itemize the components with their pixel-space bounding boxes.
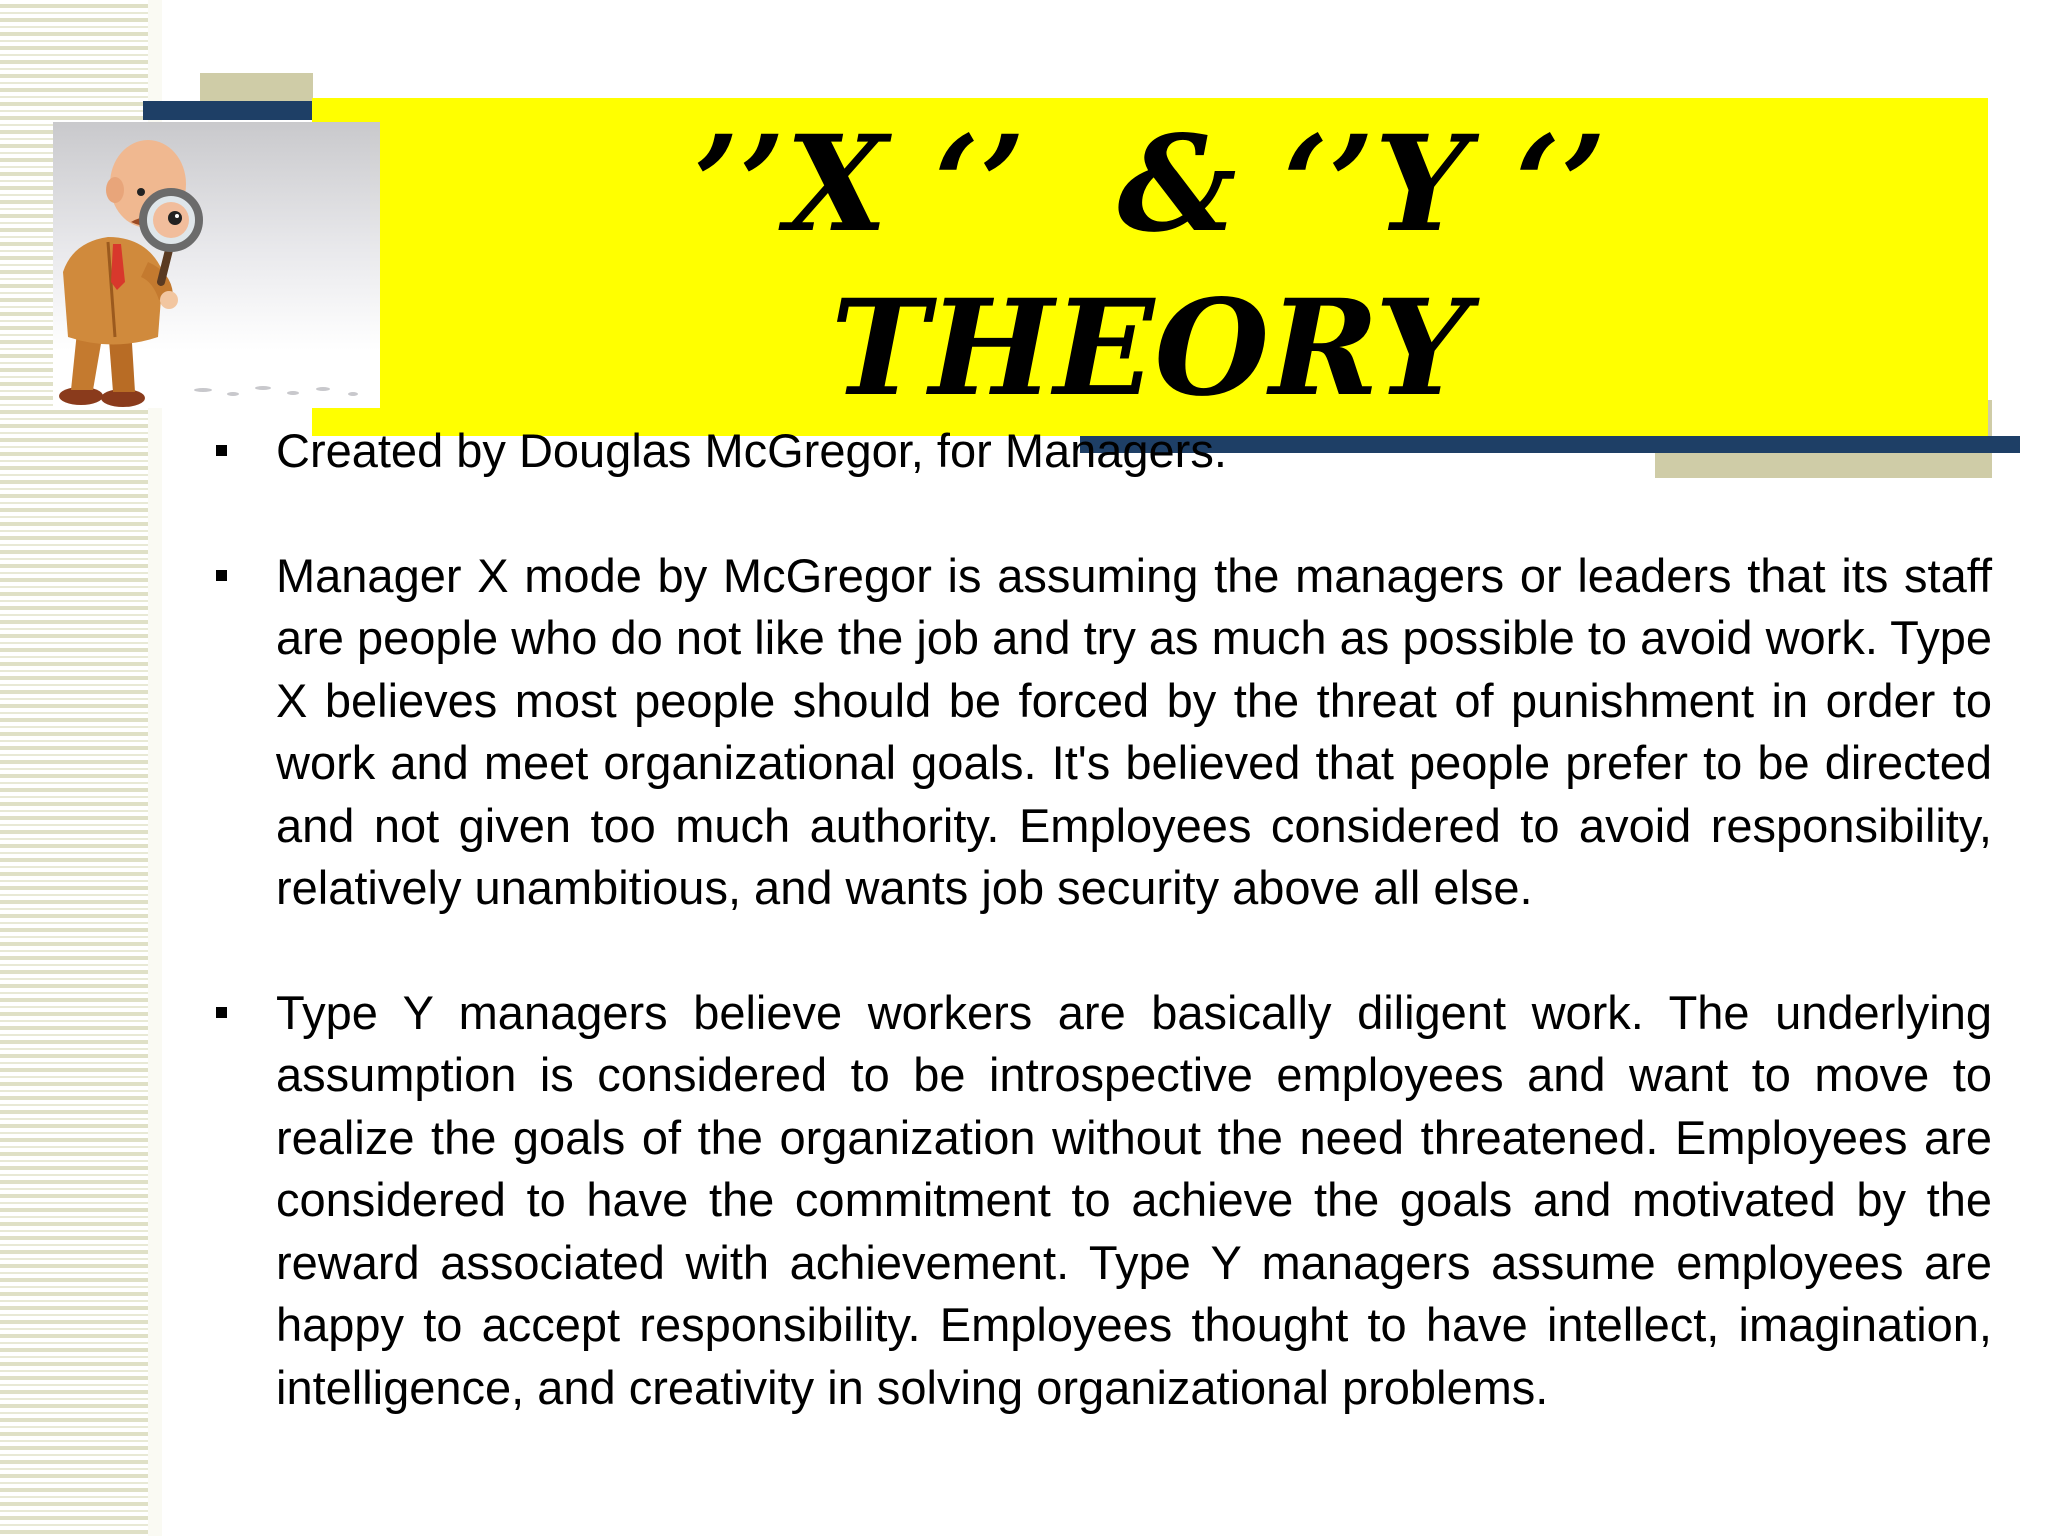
- detective-with-magnifying-glass-icon: [53, 122, 380, 408]
- content-area: [212, 420, 1992, 1481]
- navy-accent-top: [143, 101, 315, 120]
- bullet-item-creator: Created by Douglas McGregor, for Managers.: [212, 420, 1992, 483]
- bullet-item-theory-x: Manager X mode by McGregor is assuming the managers or leaders that its staff are people who do not like the job and try as much as possible to avoid work. Type X believes most people should be forced by the threat of punishment in order to work and meet organizational goals. It's believed that people prefer to be directed and not given too much authority. Employees considered to avoid responsibility, relatively unambitious, and wants job security above all else.: [212, 545, 1992, 920]
- title-banner: [312, 98, 1988, 436]
- title-line-1: ’’X ‘’ & ‘’Y ‘’: [693, 107, 1607, 262]
- title-line-2: THEORY: [830, 271, 1470, 426]
- bullet-item-theory-y: Type Y managers believe workers are basically diligent work. The underlying assumption is considered to be introspective employees and want to move to realize the goals of the organization without the need threatened. Employees are considered to have the commitment to achieve the goals and motivated by the reward associated with achievement. Type Y managers assume employees are happy to accept responsibility. Employees thought to have intellect, imagination, intelligence, and creativity in solving organizational problems.: [212, 982, 1992, 1420]
